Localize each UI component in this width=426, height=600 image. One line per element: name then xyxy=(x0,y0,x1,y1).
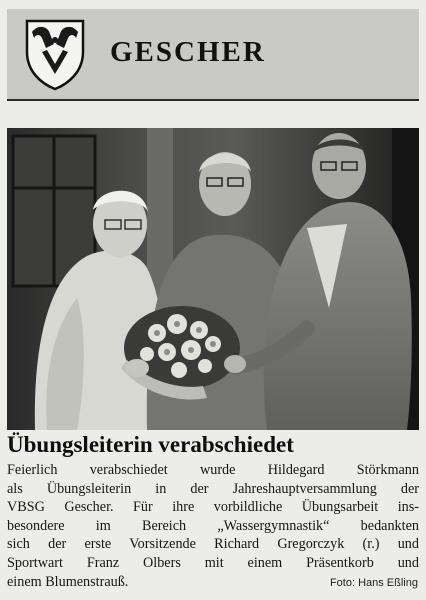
article-body-line: besondere im Bereich „Wassergymnastik“ bedankten xyxy=(7,517,419,534)
town-name: GESCHER xyxy=(110,36,266,68)
article-body-line: VBSG Gescher. Für ihre vorbildliche Übungsarbeit ins- xyxy=(7,499,419,516)
article-body xyxy=(7,461,419,591)
article-body-line: sich der erste Vorsitzende Richard Gregorczyk (r.) und xyxy=(7,536,419,553)
article-body-line: einem Blumenstrauß. xyxy=(7,573,129,590)
article-body-line: als Übungsleiterin in der Jahreshauptversammlung der xyxy=(7,480,419,497)
photo-credit: Foto: Hans Eßling xyxy=(329,577,418,589)
photo-illustration xyxy=(7,128,419,430)
article-photo xyxy=(7,128,419,430)
coat-of-arms-icon xyxy=(24,18,86,92)
article-body-line: Feierlich verabschiedet wurde Hildegard Störkmann xyxy=(7,462,419,478)
article-headline: Übungsleiterin verabschiedet xyxy=(7,432,294,457)
masthead xyxy=(7,9,419,101)
article-body-line: Sportwart Franz Olbers mit einem Präsentkorb und xyxy=(7,554,419,571)
